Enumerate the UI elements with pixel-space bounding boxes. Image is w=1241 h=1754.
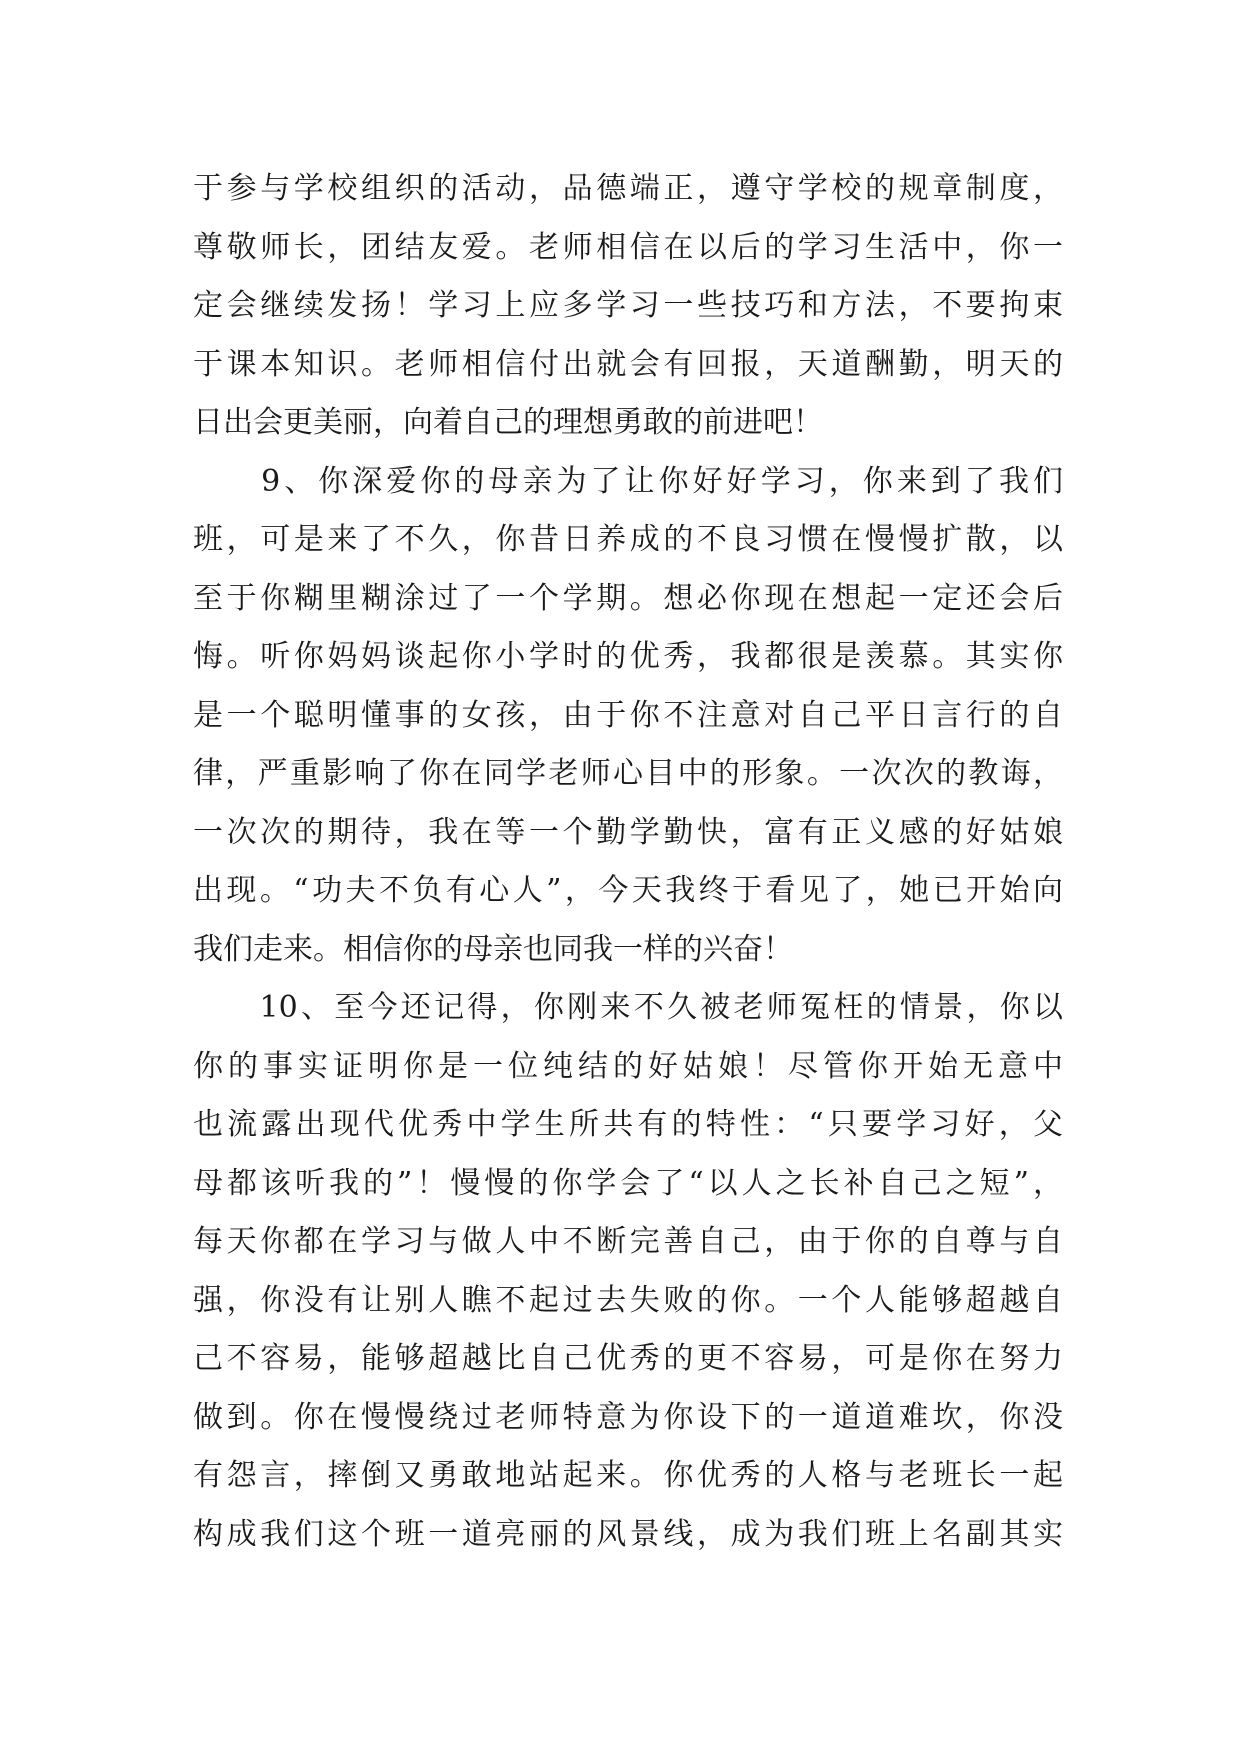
text-line: 出现。“功夫不负有心人”，今天我终于看见了，她已开始向 (193, 873, 1063, 908)
text-line: 班，可是来了不久，你昔日养成的不良习惯在慢慢扩散，以 (193, 522, 1063, 557)
text-line: 至于你糊里糊涂过了一个学期。想必你现在想起一定还会后 (193, 580, 1063, 616)
text-line: 于课本知识。老师相信付出就会有回报，天道酬勤，明天的 (193, 346, 1063, 382)
body-text (193, 160, 1063, 1564)
text-line: 律，严重影响了你在同学老师心目中的形象。一次次的教诲， (193, 756, 1063, 791)
text-line: 构成我们这个班一道亮丽的风景线，成为我们班上名副其实 (193, 1516, 1063, 1552)
text-line: 我们走来。相信你的母亲也同我一样的兴奋！ (193, 931, 793, 967)
text-line: 一次次的期待，我在等一个勤学勤快，富有正义感的好姑娘 (193, 814, 1063, 850)
text-line: 于参与学校组织的活动，品德端正，遵守学校的规章制度， (193, 171, 1063, 206)
text-line: 尊敬师长，团结友爱。老师相信在以后的学习生活中，你一 (193, 229, 1063, 265)
text-line: 是一个聪明懂事的女孩，由于你不注意对自己平日言行的自 (193, 697, 1063, 733)
text-line: 9、你深爱你的母亲为了让你好好学习，你来到了我们 (193, 463, 1063, 499)
text-line: 定会继续发扬！学习上应多学习一些技巧和方法，不要拘束 (193, 288, 1063, 323)
text-line: 己不容易，能够超越比自己优秀的更不容易，可是你在努力 (193, 1341, 1063, 1376)
text-line: 母都该听我的”！慢慢的你学会了“以人之长补自己之短”， (193, 1165, 1063, 1201)
text-line: 做到。你在慢慢绕过老师特意为你设下的一道道难坎，你没 (193, 1399, 1063, 1435)
text-line: 悔。听你妈妈谈起你小学时的优秀，我都很是羡慕。其实你 (193, 639, 1063, 674)
text-line: 有怨言，摔倒又勇敢地站起来。你优秀的人格与老班长一起 (193, 1458, 1063, 1493)
text-line: 强，你没有让别人瞧不起过去失败的你。一个人能够超越自 (193, 1282, 1063, 1318)
text-line: 每天你都在学习与做人中不断完善自己，由于你的自尊与自 (193, 1224, 1063, 1259)
text-line: 日出会更美丽，向着自己的理想勇敢的前进吧！ (193, 405, 823, 440)
text-line: 你的事实证明你是一位纯结的好姑娘！尽管你开始无意中 (193, 1048, 1063, 1084)
text-line: 10、至今还记得，你刚来不久被老师冤枉的情景，你以 (193, 990, 1063, 1025)
text-line: 也流露出现代优秀中学生所共有的特性：“只要学习好，父 (193, 1107, 1063, 1142)
